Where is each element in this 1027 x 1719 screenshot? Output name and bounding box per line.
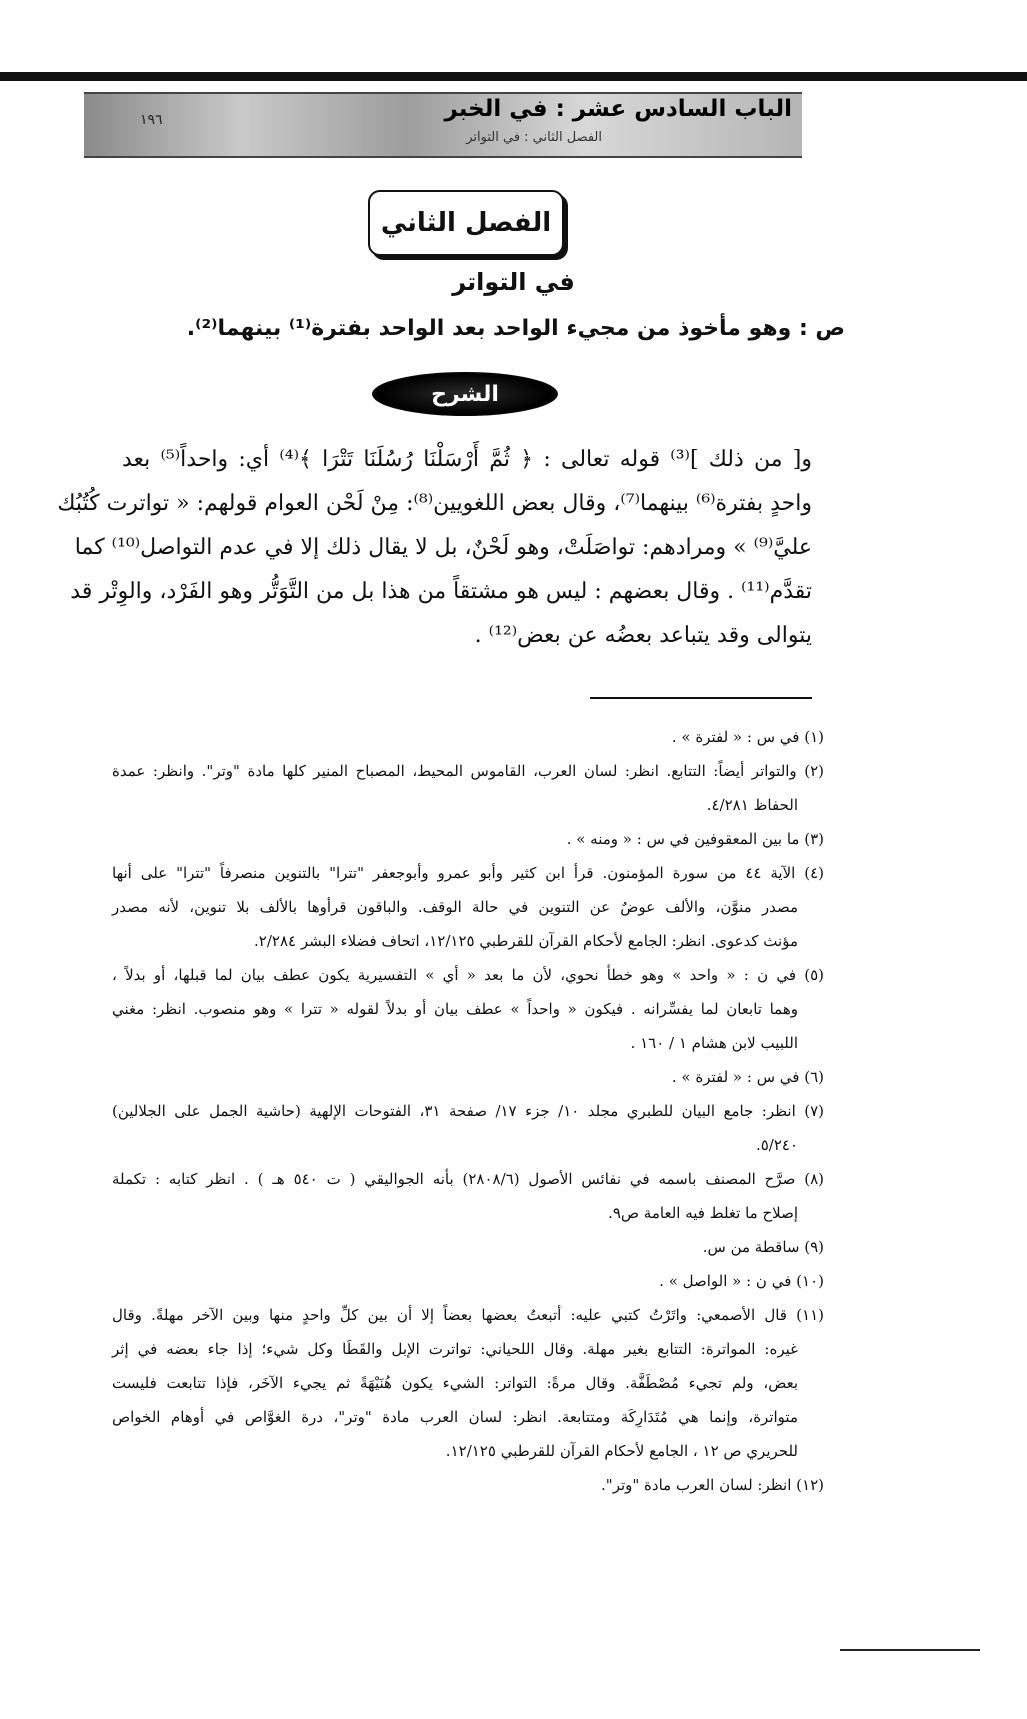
commentary-body	[57, 438, 812, 658]
running-header-subtitle: الفصل الثاني : في التواتر	[466, 130, 602, 145]
footnote-line: مؤنث كدعوى. انظر: الجامع لأحكام القرآن للقرطبي ١٢/١٢٥، اتحاف فضلاء البشر ٢/٢٨٤.	[254, 932, 798, 950]
footnote-line: (٧) انظر: جامع البيان للطبري مجلد ١٠/ جزء ١٧/ صفحة ٣١، الفتوحات الإلهية (حاشية الجمل على الجلالين)	[112, 1102, 824, 1120]
chapter-heading: الفصل الثاني	[368, 190, 564, 256]
body-line: تقدَّم⁽¹¹⁾ . وقال بعضهم : ليس هو مشتقاً من هذا بل من التَّوَتُّر وهو الفَرْد، والوِتْر قد	[70, 579, 812, 604]
footnote-line: إصلاح ما تغلط فيه العامة ص٩.	[608, 1204, 798, 1222]
sharh-label: الشرح	[372, 372, 558, 416]
footnote-line: بعض، ولم تجيء مُصْطَفَّة. وقال مرةً: التواتر: الشيء يكون هُنَيْهَةً ثم يجيء الآخَر، فإذا تتابعت فليست	[112, 1374, 798, 1392]
body-line: يتوالى وقد يتباعد بعضُه عن بعض⁽¹²⁾ .	[474, 623, 812, 648]
footnote-line: (٩) ساقطة من س.	[702, 1238, 824, 1256]
chapter-subheading: في التواتر	[452, 268, 575, 296]
matn-text: ص : وهو مأخوذ من مجيء الواحد بعد الواحد بفترة⁽¹⁾ بينهما⁽²⁾.	[186, 316, 845, 341]
footnote-line: (٨) صرَّح المصنف باسمه في نفائس الأصول (٢٨٠٨/٦) بأنه الجواليقي ( ت ٥٤٠ هـ ) . انظر كتابه : تكملة	[112, 1170, 825, 1188]
footnote-line: (١٢) انظر: لسان العرب مادة "وتر".	[601, 1476, 824, 1494]
footnote-line: مصدر منوَّن، والألف عوضٌ عن التنوين في حالة الوقف. والباقون قرأوها بالألف بلا تنوين، لأنه مصدر	[112, 898, 798, 916]
footnote-line: ٥/٢٤٠.	[755, 1136, 798, 1154]
footnotes	[112, 720, 824, 1502]
body-line: عليَّ⁽⁹⁾ » ومرادهم: تواصَلَتْ، وهو لَحْنٌ، بل لا يقال ذلك إلا في عدم التواصل⁽¹⁰⁾ كما	[74, 535, 812, 560]
running-header	[84, 92, 802, 158]
footnote-line: غيره: المواترة: التتابع بغير مهلة. وقال اللحياني: تواترت الإبل والقَطَا وكل شيء؛ إذا جاء بعضه في إثر	[112, 1340, 798, 1358]
footnote-line: للحريري ص ١٢ ، الجامع لأحكام القرآن للقرطبي ١٢/١٢٥.	[445, 1442, 798, 1460]
footnote-line: (٢) والتواتر أيضاً: التتابع. انظر: لسان العرب، القاموس المحيط، المصباح المنير كلها مادة "وتر". وانظر: عمدة	[112, 762, 824, 780]
footnote-line: (١٠) في ن : « الواصل » .	[659, 1272, 824, 1290]
footnote-line: (٥) في ن : « واحد » وهو خطأ نحوي، لأن ما بعد « أي » التفسيرية يكون عطف بيان لما قبلها، أو بدلاً ،	[112, 966, 824, 984]
footnote-line: (٣) ما بين المعقوفين في س : « ومنه » .	[566, 830, 824, 848]
body-line: واحدٍ بفترة⁽⁶⁾ بينهما⁽⁷⁾، وقال بعض اللغويين⁽⁸⁾: مِنْ لَحْن العوام قولهم: « تواترت كُتُبُك	[57, 491, 812, 516]
footnote-line: (٦) في س : « لفترة » .	[671, 1068, 824, 1086]
footnote-line: الحفاظ ٤/٢٨١.	[706, 796, 798, 814]
footnote-line: اللبيب لابن هشام ١ / ١٦٠ .	[630, 1034, 798, 1052]
footnote-line: (١) في س : « لفترة » .	[671, 728, 824, 746]
footnote-line: (٤) الآية ٤٤ من سورة المؤمنون. قرأ ابن كثير وأبو عمرو وأبوجعفر "تترا" بالتنوين منصرفاً "تترا" على أنها	[112, 864, 824, 882]
body-line: و[ من ذلك ]⁽³⁾ قوله تعالى : ﴿ ثُمَّ أَرْسَلْنَا رُسُلَنَا تَتْرَا ﴾⁽⁴⁾ أي: واحداً⁽⁵⁾ بعد	[122, 447, 812, 472]
footnote-line: (١١) قال الأصمعي: واتَرْتُ كتبي عليه: أتبعتُ بعضها بعضاً إلا أن بين كلِّ واحدٍ منها وبين الآخر مهلةً. وقال	[112, 1306, 824, 1324]
running-header-title: الباب السادس عشر : في الخبر	[444, 96, 792, 122]
top-rule	[0, 72, 1027, 81]
footnote-line: وهما تابعان لما يفسِّرانه . فيكون « واحداً » عطف بيان أو بدلاً لقوله « تترا » وهو منصوب. انظر: مغني	[112, 1000, 798, 1018]
bottom-rule	[840, 1649, 980, 1651]
footnote-line: متواترة، وإنما هي مُتَدَارِكَة ومتتابعة. انظر: لسان العرب مادة "وتر"، درة الغوَّاص في أوهام الخواص	[112, 1408, 798, 1426]
footnote-separator	[590, 697, 812, 699]
page-number: ١٩٦	[140, 112, 163, 128]
